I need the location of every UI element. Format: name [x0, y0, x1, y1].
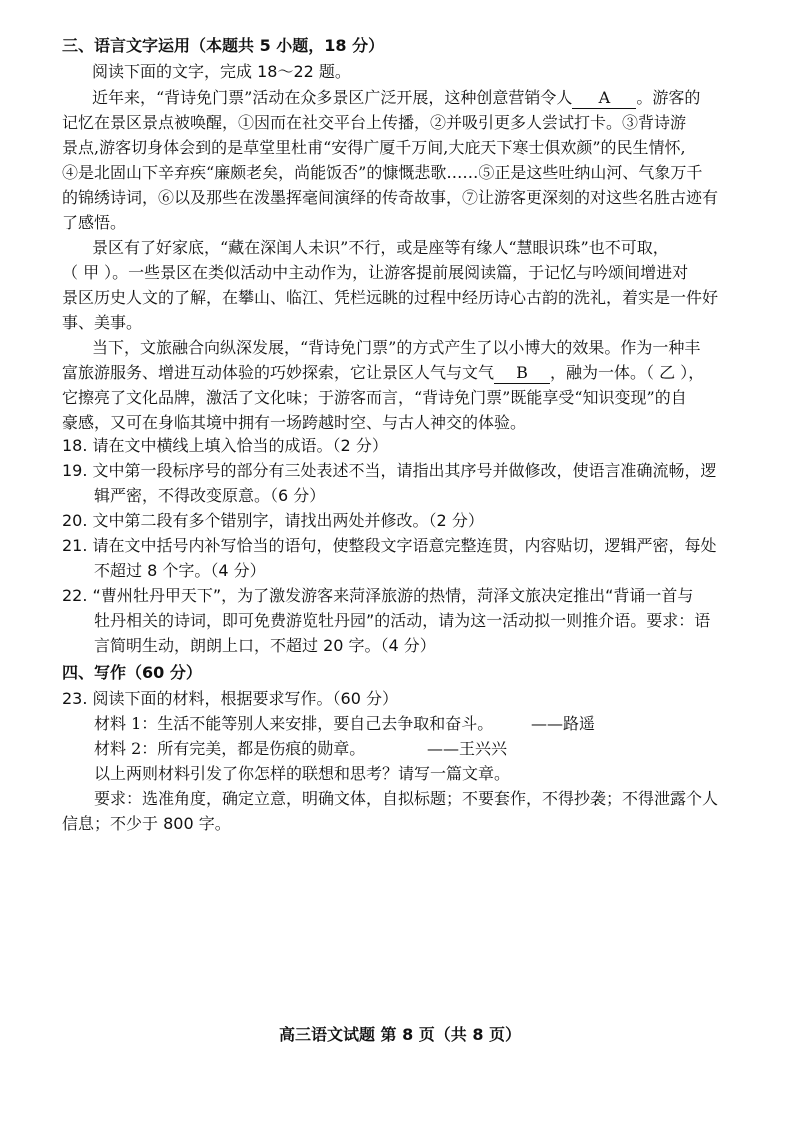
question-text: 文中第二段有多个错别字，请找出两处并修改。（2 分）: [92, 511, 484, 530]
writing-requirements-1: 要求：选准角度，确定立意，明确文体，自拟标题；不要套作，不得抄袭；不得泄露个人: [94, 789, 719, 808]
material-2: 材料 2：所有完美，都是伤痕的勋章。: [94, 739, 366, 758]
p3-line-1: 当下，文旅融合向纵深发展，“背诗免门票”的方式产生了以小博大的效果。作为一种丰: [92, 338, 701, 357]
material-1-source: ——路遥: [531, 714, 596, 733]
p3-line-2: [62, 363, 704, 384]
p1-line-1: [92, 88, 700, 109]
p2-line-4: 事、美事。: [62, 313, 143, 332]
question-22: [62, 586, 693, 606]
p1-line-5: 的锦绣诗词，⑥以及那些在泼墨挥毫间演绎的传奇故事，⑦让游客更深刻的对这些名胜古迹有: [62, 188, 719, 207]
blank-a: A: [572, 88, 636, 109]
question-18: [62, 436, 388, 456]
p3-text-a: 富旅游服务、增进互动体验的巧妙探索，它让景区人气与文气: [62, 363, 495, 382]
question-number: 22.: [62, 586, 88, 605]
p2-line-1: 景区有了好家底，“藏在深闺人未识”不行，或是座等有缘人“慧眼识珠”也不可取，: [92, 238, 669, 257]
question-text: “曹州牡丹甲天下”，为了激发游客来菏泽旅游的热情，菏泽文旅决定推出“背诵一首与: [92, 586, 694, 605]
p3-line-4: 豪感，又可在身临其境中拥有一场跨越时空、与古人神交的体验。: [62, 413, 527, 432]
p1-line-3: 景点,游客切身体会到的是草堂里杜甫“安得广厦千万间,大庇天下寒士俱欢颜”的民生情怀,: [62, 138, 686, 157]
p2-line-2: （ 甲 ）。一些景区在类似活动中主动作为，让游客提前展阅读篇，于记忆与吟颂间增进对: [62, 263, 689, 282]
p1-line-2: 记忆在景区景点被唤醒，①因而在社交平台上传播，②并吸引更多人尝试打卡。③背诗游: [62, 113, 687, 132]
question-text: 请在文中括号内补写恰当的语句，使整段文字语意完整连贯，内容贴切，逻辑严密，每处: [92, 536, 717, 555]
question-21-cont: 不超过 8 个字。（4 分）: [94, 561, 266, 580]
question-number: 21.: [62, 536, 88, 555]
question-22-cont-1: 牡丹相关的诗词，即可免费游览牡丹园”的活动，请为这一活动拟一则推介语。要求：语: [94, 611, 711, 630]
question-text: 文中第一段标序号的部分有三处表述不当，请指出其序号并做修改，使语言准确流畅，逻: [92, 461, 717, 480]
writing-prompt: 以上两则材料引发了你怎样的联想和思考？请写一篇文章。: [94, 764, 511, 783]
p3-line-3: 它擦亮了文化品牌，激活了文化味；于游客而言，“背诗免门票”既能享受“知识变现”的自: [62, 388, 687, 407]
question-22-cont-2: 言简明生动，朗朗上口，不超过 20 字。（4 分）: [94, 636, 436, 655]
writing-requirements-2: 信息；不少于 800 字。: [62, 814, 231, 833]
material-1: 材料 1：生活不能等别人来安排，要自己去争取和奋斗。: [94, 714, 494, 733]
p1-line-6: 了感悟。: [62, 213, 127, 232]
p1-text-a: 近年来，“背诗免门票”活动在众多景区广泛开展，这种创意营销令人: [92, 88, 573, 107]
question-20: [62, 511, 484, 531]
section-3-heading: 三、语言文字运用（本题共 5 小题，18 分）: [62, 36, 385, 55]
page-footer: 高三语文试题 第 8 页（共 8 页）: [278, 1025, 522, 1044]
p1-text-b: 。游客的: [636, 88, 701, 107]
question-21: [62, 536, 717, 556]
question-text: 请在文中横线上填入恰当的成语。（2 分）: [92, 436, 388, 455]
question-number: 20.: [62, 511, 88, 530]
question-number: 18.: [62, 436, 88, 455]
blank-b: B: [494, 363, 550, 384]
material-2-source: ——王兴兴: [427, 739, 508, 758]
p3-text-b: ，融为一体。（ 乙 ），: [550, 363, 705, 382]
question-19: [62, 461, 717, 481]
question-number: 19.: [62, 461, 88, 480]
p1-line-4: ④是北固山下辛弃疾“廉颇老矣，尚能饭否”的慷慨悲歌……⑤正是这些吐纳山河、气象万千: [62, 163, 703, 182]
question-19-cont: 辑严密，不得改变原意。（6 分）: [94, 486, 326, 505]
section-4-heading: 四、写作（60 分）: [62, 663, 202, 682]
p2-line-3: 景区历史人文的了解，在攀山、临江、凭栏远眺的过程中经历诗心古韵的洗礼，着实是一件好: [62, 288, 719, 307]
section-3-intro: 阅读下面的文字，完成 18～22 题。: [92, 62, 351, 81]
question-23: 23. 阅读下面的材料，根据要求写作。（60 分）: [62, 689, 398, 708]
